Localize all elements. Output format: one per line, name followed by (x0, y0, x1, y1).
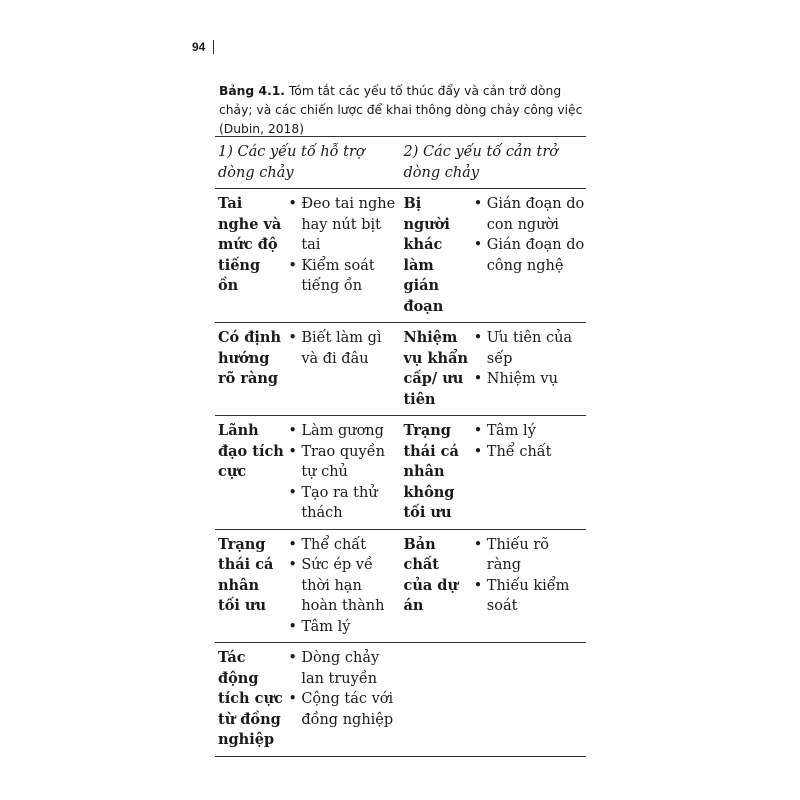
bullet-item: • Thiếu kiểm soát (474, 576, 586, 617)
hinder-items (471, 189, 586, 323)
bullet-item: • Dòng chảy lan truyền (288, 648, 400, 689)
bullet-list (288, 648, 400, 730)
flow-factors-table (215, 136, 586, 757)
hinder-factor: Bị người khác làm gián đoạn (400, 189, 470, 323)
support-factor: Lãnh đạo tích cực (215, 416, 285, 530)
table-body (215, 189, 586, 757)
table-row (215, 643, 586, 757)
bullet-item: • Biết làm gì và đi đâu (288, 328, 400, 369)
table-row (215, 323, 586, 416)
caption-text: Tóm tắt các yếu tố thúc đẩy và cản trở dòng chảy; và các chiến lược để khai thông dòng chảy công việc (Dubin, 2018) (219, 84, 583, 136)
hinder-factor: Bản chất của dự án (400, 529, 470, 643)
bullet-list (288, 328, 400, 369)
bullet-item: • Nhiệm vụ (474, 369, 586, 390)
bullet-item: • Sức ép về thời hạn hoàn thành (288, 555, 400, 617)
support-items (285, 529, 400, 643)
hinder-items (471, 643, 586, 757)
bullet-item: • Đeo tai nghe hay nút bịt tai (288, 194, 400, 256)
header-hindering: 2) Các yếu tố cản trở dòng chảy (400, 137, 586, 189)
bullet-list (474, 328, 586, 390)
page-number: 94 (192, 40, 214, 54)
bullet-item: • Thể chất (474, 442, 586, 463)
hinder-items (471, 323, 586, 416)
hinder-factor (400, 643, 470, 757)
table-caption (219, 82, 591, 139)
support-items (285, 323, 400, 416)
bullet-list (288, 421, 400, 524)
table-row (215, 416, 586, 530)
bullet-item: • Tâm lý (288, 617, 400, 638)
hinder-factor: Nhiệm vụ khẩn cấp/ ưu tiên (400, 323, 470, 416)
bullet-item: • Ưu tiên của sếp (474, 328, 586, 369)
bullet-item: • Làm gương (288, 421, 400, 442)
support-items (285, 189, 400, 323)
bullet-item: • Cộng tác với đồng nghiệp (288, 689, 400, 730)
bullet-item: • Tâm lý (474, 421, 586, 442)
bullet-item: • Tạo ra thử thách (288, 483, 400, 524)
bullet-list (474, 194, 586, 276)
bullet-item: • Gián đoạn do công nghệ (474, 235, 586, 276)
bullet-list (474, 535, 586, 617)
hinder-items (471, 416, 586, 530)
support-factor: Có định hướng rõ ràng (215, 323, 285, 416)
support-factor: Tác động tích cực từ đồng nghiệp (218, 649, 283, 748)
caption-label: Bảng 4.1. (219, 84, 285, 98)
table-row (215, 529, 586, 643)
bullet-item: • Thể chất (288, 535, 400, 556)
support-factor: Tai nghe và mức độ tiếng ồn (215, 189, 285, 323)
hinder-factor: Trạng thái cá nhân không tối ưu (400, 416, 470, 530)
bullet-list (474, 421, 586, 462)
hinder-items (471, 529, 586, 643)
bullet-item: • Trao quyền tự chủ (288, 442, 400, 483)
bullet-item: • Gián đoạn do con người (474, 194, 586, 235)
table-row (215, 189, 586, 323)
bullet-list (288, 535, 400, 638)
support-factor: Trạng thái cá nhân tối ưu (215, 529, 285, 643)
bullet-item: • Thiếu rõ ràng (474, 535, 586, 576)
support-items (285, 643, 400, 757)
bullet-item: • Kiểm soát tiếng ồn (288, 256, 400, 297)
bullet-list (288, 194, 400, 297)
support-items (285, 416, 400, 530)
header-supporting: 1) Các yếu tố hỗ trợ dòng chảy (215, 137, 400, 189)
table-header-row (215, 137, 586, 189)
